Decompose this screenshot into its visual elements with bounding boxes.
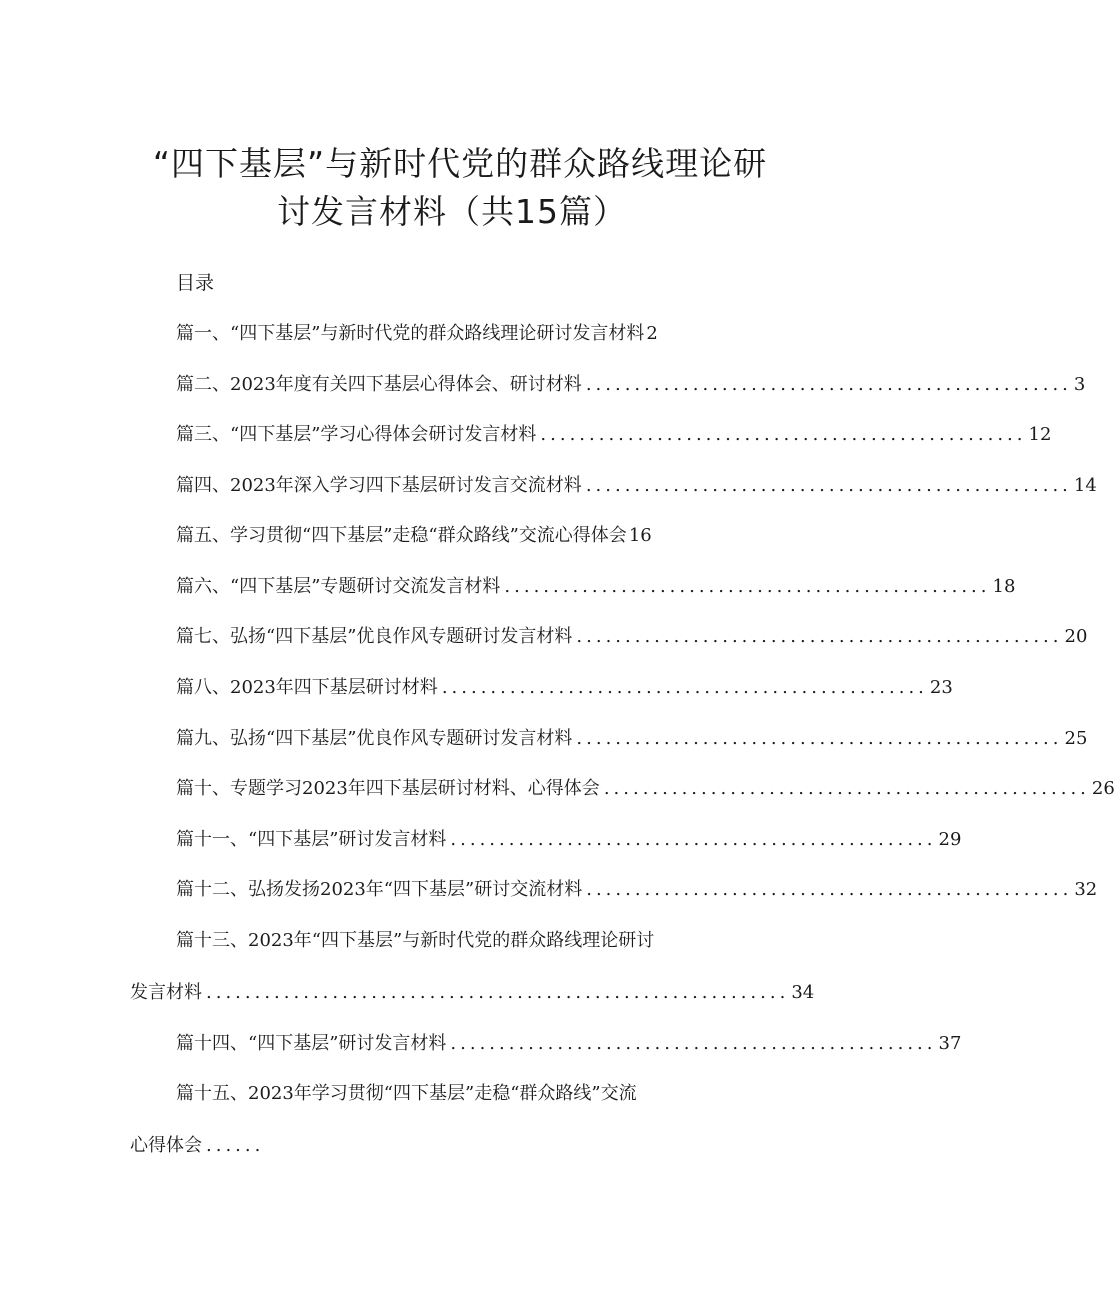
toc-entry-label: 篇十一、“四下基层”研讨发言材料 [176, 829, 447, 850]
toc-entry-5[interactable] [176, 523, 770, 549]
toc-leader-dots: .................................................. [540, 424, 1027, 445]
toc-entry-page: 12 [1028, 424, 1052, 445]
toc-entry-label-continuation: 发言材料 [130, 982, 202, 1003]
toc-entry-13-continuation[interactable] [130, 980, 815, 1006]
toc-entry-8[interactable] [176, 675, 953, 701]
document-title-line-2: 讨发言材料（共15篇） [277, 192, 627, 231]
toc-leader-dots: .................................................. [585, 374, 1072, 395]
toc-leader-dots: .................................................. [450, 1033, 937, 1054]
toc-entry-label: 篇四、2023年深入学习四下基层研讨发言交流材料 [176, 475, 582, 496]
toc-entry-page: 25 [1064, 728, 1088, 749]
toc-entry-label-continuation: 心得体会 [130, 1135, 202, 1156]
toc-entry-11[interactable] [176, 827, 962, 853]
toc-entry-label: 篇八、2023年四下基层研讨材料 [176, 677, 438, 698]
toc-entry-page: 23 [929, 677, 953, 698]
toc-leader-dots: .................................................. [504, 576, 991, 597]
toc-entry-page: 29 [938, 829, 962, 850]
toc-entry-page: 26 [1091, 778, 1115, 799]
toc-heading: 目录 [176, 272, 215, 294]
toc-entry-page: 34 [791, 982, 815, 1003]
toc-leader-dots: .................................................. [450, 829, 937, 850]
toc-entry-9[interactable] [176, 726, 1088, 752]
toc-leader-dots: .................................................. [576, 728, 1063, 749]
toc-entry-4[interactable] [176, 473, 1097, 499]
toc-leader-dots: .................................................. [585, 475, 1072, 496]
toc-entry-label: 篇十五、2023年学习贯彻“四下基层”走稳“群众路线”交流 [176, 1083, 637, 1104]
toc-entry-page: 18 [992, 576, 1016, 597]
toc-entry-page: 20 [1064, 626, 1088, 647]
toc-entry-label: 篇三、“四下基层”学习心得体会研讨发言材料 [176, 424, 537, 445]
toc-entry-label: 篇七、弘扬“四下基层”优良作风专题研讨发言材料 [176, 626, 573, 647]
toc-entry-14[interactable] [176, 1031, 962, 1057]
document-title-line-1: “四下基层”与新时代党的群众路线理论研 [152, 144, 768, 183]
toc-entry-label: 篇十三、2023年“四下基层”与新时代党的群众路线理论研讨 [176, 930, 655, 951]
toc-leader-dots: .................................................. [576, 626, 1063, 647]
toc-entry-label: 篇十四、“四下基层”研讨发言材料 [176, 1033, 447, 1054]
toc-entry-page: 3 [1073, 374, 1086, 395]
toc-leader-dots: ...... [206, 1135, 265, 1156]
toc-entry-13[interactable] [176, 928, 770, 954]
toc-entry-label: 篇六、“四下基层”专题研讨交流发言材料 [176, 576, 501, 597]
toc-entry-10[interactable] [176, 776, 1115, 802]
toc-entry-page: 14 [1073, 475, 1097, 496]
toc-entry-12[interactable] [176, 877, 1098, 903]
toc-entry-label: 篇二、2023年度有关四下基层心得体会、研讨材料 [176, 374, 582, 395]
toc-entry-page: 2 [646, 323, 658, 344]
toc-entry-page: 37 [938, 1033, 962, 1054]
toc-entry-label: 篇九、弘扬“四下基层”优良作风专题研讨发言材料 [176, 728, 573, 749]
toc-entry-page: 16 [628, 525, 652, 546]
toc-entry-1[interactable] [176, 321, 770, 347]
toc-entry-label: 篇十二、弘扬发扬2023年“四下基层”研讨交流材料 [176, 879, 583, 900]
toc-entry-7[interactable] [176, 624, 1088, 650]
toc-entry-15[interactable] [176, 1081, 770, 1107]
toc-entry-label: 篇十、专题学习2023年四下基层研讨材料、心得体会 [176, 778, 600, 799]
toc-leader-dots: .................................................. [603, 778, 1090, 799]
toc-entry-6[interactable] [176, 574, 1016, 600]
toc-entry-label: 篇五、学习贯彻“四下基层”走稳“群众路线”交流心得体会 [176, 525, 627, 546]
toc-entry-page: 32 [1074, 879, 1098, 900]
toc-leader-dots: .................................................. [586, 879, 1073, 900]
toc-entry-label: 篇一、“四下基层”与新时代党的群众路线理论研讨发言材料 [176, 323, 645, 344]
toc-entry-15-continuation[interactable] [130, 1133, 770, 1159]
toc-leader-dots: .................................................. [441, 677, 928, 698]
toc-entry-2[interactable] [176, 372, 1086, 398]
toc-entry-3[interactable] [176, 422, 1052, 448]
toc-leader-dots: ............................................................ [206, 982, 790, 1003]
